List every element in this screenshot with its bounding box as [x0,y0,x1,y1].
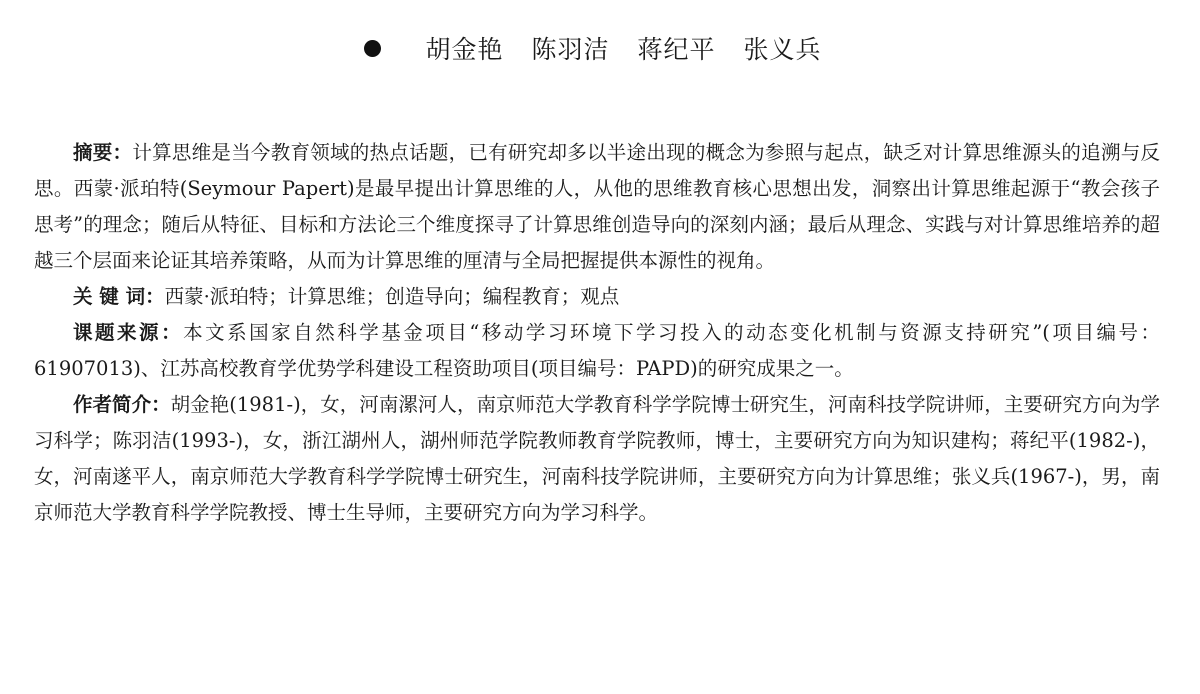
keywords-label: 关 键 词： [73,285,165,308]
keywords-paragraph [34,279,1160,315]
author-bio-paragraph [34,387,1160,531]
funding-label: 课题来源： [73,321,184,344]
author-name: 张义兵 [743,35,822,64]
abstract-text: 计算思维是当今教育领域的热点话题，已有研究却多以半途出现的概念为参照与起点，缺乏对计算思维源头的追溯与反思。西蒙·派珀特(Seymour Papert)是最早提出计算思维的人，从他的思维教育核心思想出发，洞察出计算思维起源于“教会孩子思考”的理念；随后从特征、目标和方法论三个维度探寻了计算思维创造导向的深刻内涵；最后从理念、实践与对计算思维培养的超越三个层面来论证其培养策略，从而为计算思维的厘清与全局把握提供本源性的视角。 [34,141,1160,272]
keywords-text: 西蒙·派珀特；计算思维；创造导向；编程教育；观点 [164,285,620,308]
abstract-label: 摘要： [73,141,133,164]
article-front-matter [34,135,1160,531]
funding-paragraph [34,315,1160,387]
author-bio-text: 胡金艳(1981-)，女，河南漯河人，南京师范大学教育科学学院博士研究生，河南科技学院讲师，主要研究方向为学习科学；陈羽洁(1993-)，女，浙江湖州人，湖州师范学院教师教育学院教师，博士，主要研究方向为知识建构；蒋纪平(1982-)，女，河南遂平人，南京师范大学教育科学学院博士研究生，河南科技学院讲师，主要研究方向为计算思维；张义兵(1967-)，男，南京师范大学教育科学学院教授、博士生导师，主要研究方向为学习科学。 [34,393,1160,524]
bullet-icon [364,40,381,57]
author-name: 蒋纪平 [637,35,716,64]
abstract-paragraph [34,135,1160,279]
author-name: 胡金艳 [425,35,504,64]
funding-text: 本文系国家自然科学基金项目“移动学习环境下学习投入的动态变化机制与资源支持研究”(项目编号：61907013)、江苏高校教育学优势学科建设工程资助项目(项目编号：PAPD)的研究成果之一。 [34,321,1160,380]
author-name: 陈羽洁 [531,35,610,64]
author-bio-label: 作者简介： [73,393,171,416]
author-line [0,30,1200,70]
